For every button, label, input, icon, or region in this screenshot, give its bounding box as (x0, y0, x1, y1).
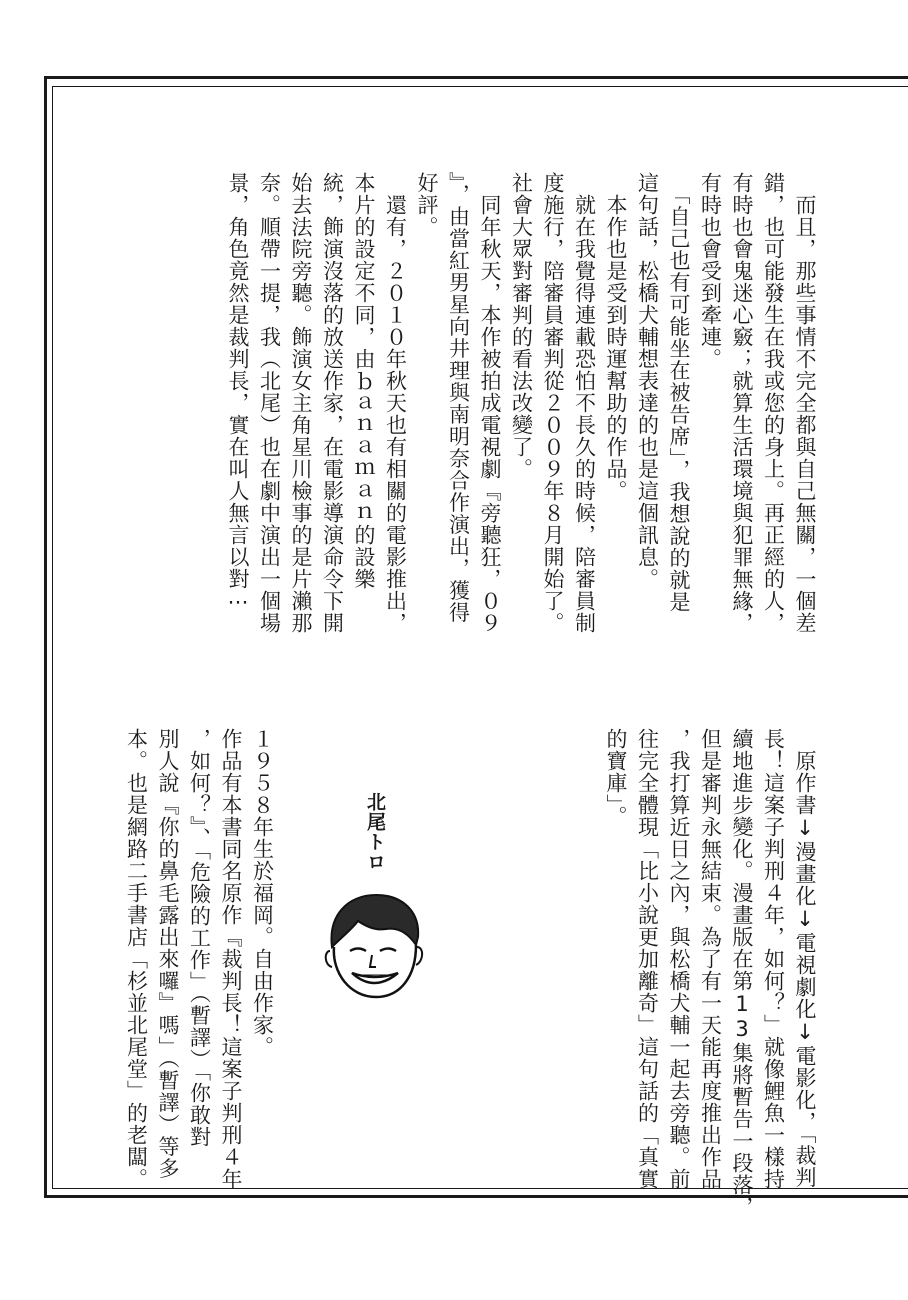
afterword-line: 的寶庫」。 (604, 728, 628, 828)
author-name: 北尾トロ (364, 792, 386, 872)
afterword-line: 長！這案子判刑４年，如何？」就像鯉魚一樣持 (761, 728, 786, 1190)
bio-line: ，如何？』、「危險的工作」（暫譯）「你敢對 (187, 728, 212, 1148)
author-portrait (318, 885, 428, 1005)
essay-line: 度施行，陪審員審判從２００９年８月開始了。 (541, 172, 565, 634)
essay-line: 本片的設定不同，由ｂａｎａｍａｎ的設樂 (352, 172, 376, 590)
essay-line: 始去法院旁聽。飾演女主角星川檢事的是片瀨那 (289, 172, 313, 634)
afterword-text (600, 728, 821, 1218)
bio-line: 作品有本書同名原作『裁判長！這案子判刑４年 (219, 728, 243, 1190)
afterword-line: 往完全體現「比小說更加離奇」這句話的「真實 (635, 728, 660, 1190)
essay-line: 好評。 (415, 172, 439, 238)
essay-text (222, 172, 821, 712)
bio-line: １９５８年生於福岡。自由作家。 (250, 728, 275, 1058)
afterword-line: 續地進步變化。漫畫版在第13集將暫告一段落， (730, 728, 754, 1218)
essay-line: 有時也會鬼迷心竅；就算生活環境與犯罪無緣， (730, 172, 754, 634)
essay-line: 統，飾演沒落的放送作家，在電影導演命令下開 (320, 172, 345, 634)
essay-line: 奈。順帶一提，我（北尾）也在劇中演出一個場 (257, 172, 282, 634)
author-bio (120, 728, 278, 1190)
essay-line: 就在我覺得連載恐怕不長久的時候，陪審員制 (572, 172, 597, 634)
afterword-line: 原作書↓漫畫化↓電視劇化↓電影化，「裁判 (793, 728, 817, 1189)
afterword-line: ，我打算近日之內，與松橋犬輔一起去旁聽。前 (667, 728, 691, 1190)
essay-line: 這句話，松橋犬輔想表達的也是這個訊息。 (635, 172, 660, 590)
bio-line: 本。也是網路二手書店「杉並北尾堂」的老闆。 (124, 728, 149, 1190)
essay-line: 「自己也有可能坐在被告席」，我想說的就是 (667, 172, 691, 613)
essay-line: 本作也是受到時運幫助的作品。 (604, 172, 628, 502)
essay-line: 錯，也可能發生在我或您的身上。再正經的人， (761, 172, 786, 634)
essay-line: 同年秋天，本作被拍成電視劇『旁聽狂，０９ (478, 172, 502, 634)
essay-line: 』，由當紅男星向井理與南明奈合作演出，獲得 (446, 172, 471, 624)
essay-line: 而且，那些事情不完全都與自己無關，一個差 (793, 172, 817, 634)
essay-line: 有時也會受到牽連。 (698, 172, 723, 370)
afterword-line: 但是審判永無結束。為了有一天能再度推出作品 (698, 728, 723, 1190)
essay-line: 還有，２０１０年秋天也有相關的電影推出， (383, 172, 408, 634)
essay-line: 景，角色竟然是裁判長，實在叫人無言以對⋯ (226, 172, 250, 615)
essay-line: 社會大眾對審判的看法改變了。 (509, 172, 534, 480)
bio-line: 別人說『你的鼻毛露出來囉』嗎」（暫譯）等多 (156, 728, 180, 1180)
